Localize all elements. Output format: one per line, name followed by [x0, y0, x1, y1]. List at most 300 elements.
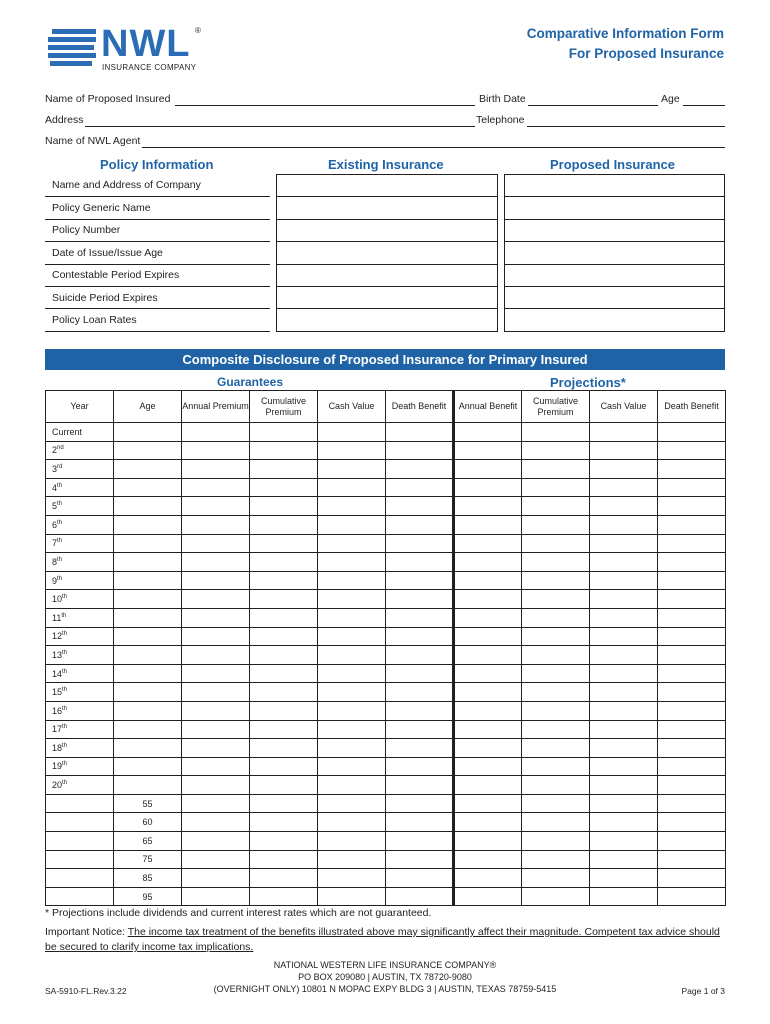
value-cell[interactable]: [590, 441, 658, 460]
year-suffix: nd: [57, 445, 64, 452]
value-cell[interactable]: [182, 441, 250, 460]
existing-insurance-cell[interactable]: [277, 197, 498, 219]
value-cell[interactable]: [386, 720, 454, 739]
value-cell[interactable]: [318, 441, 386, 460]
value-cell[interactable]: [250, 720, 318, 739]
value-cell[interactable]: [250, 478, 318, 497]
value-cell[interactable]: [454, 571, 522, 590]
value-cell[interactable]: [522, 887, 590, 906]
value-cell[interactable]: [658, 832, 726, 851]
proposed-insurance-cell[interactable]: [504, 197, 725, 219]
proposed-insurance-cell[interactable]: [504, 175, 725, 197]
value-cell[interactable]: [318, 646, 386, 665]
value-cell[interactable]: [318, 794, 386, 813]
value-cell[interactable]: [590, 757, 658, 776]
value-cell[interactable]: [182, 757, 250, 776]
existing-insurance-cell[interactable]: [277, 242, 498, 264]
value-cell[interactable]: [454, 739, 522, 758]
year-number: 15: [52, 687, 63, 698]
age-cell[interactable]: [114, 571, 182, 590]
value-cell[interactable]: [182, 423, 250, 442]
value-cell[interactable]: [658, 423, 726, 442]
value-cell[interactable]: [182, 701, 250, 720]
value-cell[interactable]: [386, 627, 454, 646]
value-cell[interactable]: [658, 794, 726, 813]
value-cell[interactable]: [658, 757, 726, 776]
value-cell[interactable]: [250, 515, 318, 534]
value-cell[interactable]: [386, 497, 454, 516]
value-cell[interactable]: [386, 553, 454, 572]
value-cell[interactable]: [318, 608, 386, 627]
value-cell[interactable]: [386, 757, 454, 776]
value-cell[interactable]: [182, 664, 250, 683]
value-cell[interactable]: [658, 460, 726, 479]
column-header: Cash Value: [590, 391, 658, 423]
value-cell[interactable]: [658, 664, 726, 683]
value-cell[interactable]: [250, 590, 318, 609]
column-header: Death Benefit: [386, 391, 454, 423]
agent-field[interactable]: [142, 147, 725, 148]
value-cell[interactable]: [182, 460, 250, 479]
value-cell[interactable]: [182, 850, 250, 869]
age-cell[interactable]: [114, 553, 182, 572]
value-cell[interactable]: [250, 553, 318, 572]
value-cell[interactable]: [590, 627, 658, 646]
year-cell: [46, 590, 114, 609]
existing-insurance-cell[interactable]: [277, 309, 498, 331]
age-cell[interactable]: [114, 478, 182, 497]
policy-info-heading: Policy Information: [100, 157, 214, 172]
age-cell[interactable]: [114, 497, 182, 516]
value-cell[interactable]: [658, 497, 726, 516]
value-cell[interactable]: [386, 441, 454, 460]
value-cell[interactable]: [454, 701, 522, 720]
projections-heading: Projections*: [550, 375, 626, 390]
value-cell[interactable]: [658, 553, 726, 572]
year-cell: [46, 794, 114, 813]
value-cell[interactable]: [590, 869, 658, 888]
age-cell[interactable]: [114, 627, 182, 646]
agent-label: Name of NWL Agent: [45, 135, 141, 147]
value-cell[interactable]: [318, 869, 386, 888]
year-number: 5: [52, 501, 58, 512]
policy-row-label: Suicide Period Expires: [45, 286, 270, 308]
age-cell[interactable]: [114, 739, 182, 758]
value-cell[interactable]: [250, 683, 318, 702]
value-cell[interactable]: [250, 739, 318, 758]
value-cell[interactable]: [318, 553, 386, 572]
value-cell[interactable]: [250, 608, 318, 627]
value-cell[interactable]: [658, 646, 726, 665]
value-cell[interactable]: [522, 794, 590, 813]
existing-insurance-cell[interactable]: [277, 175, 498, 197]
value-cell[interactable]: [250, 571, 318, 590]
value-cell[interactable]: [318, 887, 386, 906]
value-cell[interactable]: [182, 720, 250, 739]
value-cell[interactable]: [182, 683, 250, 702]
policy-row-label: Date of Issue/Issue Age: [45, 242, 270, 264]
value-cell[interactable]: [250, 701, 318, 720]
value-cell[interactable]: [386, 739, 454, 758]
year-suffix: th: [62, 687, 68, 694]
disclosure-row: [46, 720, 726, 739]
value-cell[interactable]: [250, 776, 318, 795]
birth-date-field[interactable]: [528, 105, 658, 106]
value-cell[interactable]: [590, 683, 658, 702]
value-cell[interactable]: [590, 664, 658, 683]
value-cell[interactable]: [590, 460, 658, 479]
age-cell[interactable]: [114, 701, 182, 720]
value-cell[interactable]: [590, 515, 658, 534]
proposed-insurance-cell[interactable]: [504, 219, 725, 241]
value-cell[interactable]: [522, 515, 590, 534]
value-cell[interactable]: [318, 515, 386, 534]
value-cell[interactable]: [318, 497, 386, 516]
year-suffix: th: [62, 705, 68, 712]
disclosure-row: [46, 832, 726, 851]
existing-insurance-cell[interactable]: [277, 219, 498, 241]
value-cell[interactable]: [522, 869, 590, 888]
value-cell[interactable]: [386, 646, 454, 665]
value-cell[interactable]: [590, 850, 658, 869]
value-cell[interactable]: [658, 534, 726, 553]
value-cell[interactable]: [590, 813, 658, 832]
value-cell[interactable]: [590, 608, 658, 627]
year-suffix: th: [61, 612, 67, 619]
age-cell[interactable]: [114, 664, 182, 683]
value-cell[interactable]: [590, 701, 658, 720]
value-cell[interactable]: [454, 590, 522, 609]
value-cell[interactable]: [386, 701, 454, 720]
value-cell[interactable]: [386, 794, 454, 813]
existing-insurance-cell[interactable]: [277, 286, 498, 308]
value-cell[interactable]: [454, 646, 522, 665]
year-cell: [46, 515, 114, 534]
age-cell[interactable]: [114, 534, 182, 553]
column-header: Cumulative Premium: [250, 391, 318, 423]
value-cell[interactable]: [318, 423, 386, 442]
value-cell[interactable]: [454, 757, 522, 776]
value-cell[interactable]: [454, 553, 522, 572]
value-cell[interactable]: [658, 627, 726, 646]
value-cell[interactable]: [454, 683, 522, 702]
value-cell[interactable]: [386, 832, 454, 851]
value-cell[interactable]: [590, 534, 658, 553]
value-cell[interactable]: [658, 776, 726, 795]
value-cell[interactable]: [454, 887, 522, 906]
disclosure-row: [46, 534, 726, 553]
policy-row-label: Contestable Period Expires: [45, 264, 270, 286]
year-number: 12: [52, 631, 63, 642]
value-cell[interactable]: [318, 776, 386, 795]
value-cell[interactable]: [522, 608, 590, 627]
value-cell[interactable]: [318, 832, 386, 851]
year-suffix: th: [62, 780, 68, 787]
value-cell[interactable]: [182, 534, 250, 553]
address-field[interactable]: [85, 126, 475, 127]
year-number: 11: [52, 612, 62, 623]
value-cell[interactable]: [250, 850, 318, 869]
value-cell[interactable]: [454, 423, 522, 442]
value-cell[interactable]: [318, 460, 386, 479]
value-cell[interactable]: [522, 720, 590, 739]
value-cell[interactable]: [182, 497, 250, 516]
value-cell[interactable]: [318, 683, 386, 702]
disclosure-row: [46, 646, 726, 665]
year-number: 20: [52, 780, 63, 791]
value-cell[interactable]: [454, 497, 522, 516]
value-cell[interactable]: [182, 887, 250, 906]
disclosure-row: [46, 664, 726, 683]
value-cell[interactable]: [522, 646, 590, 665]
value-cell[interactable]: [318, 813, 386, 832]
logo-stripes-icon: [48, 29, 96, 69]
value-cell[interactable]: [386, 869, 454, 888]
value-cell[interactable]: [386, 515, 454, 534]
age-cell[interactable]: [114, 776, 182, 795]
age-cell[interactable]: [114, 683, 182, 702]
value-cell[interactable]: [658, 590, 726, 609]
telephone-field[interactable]: [527, 126, 725, 127]
value-cell[interactable]: [182, 739, 250, 758]
year-cell: [46, 757, 114, 776]
value-cell[interactable]: [658, 813, 726, 832]
value-cell[interactable]: [250, 664, 318, 683]
value-cell[interactable]: [454, 776, 522, 795]
value-cell[interactable]: [250, 832, 318, 851]
year-cell: [46, 664, 114, 683]
value-cell[interactable]: [454, 627, 522, 646]
age-cell[interactable]: [114, 460, 182, 479]
value-cell[interactable]: [590, 423, 658, 442]
value-cell[interactable]: [318, 534, 386, 553]
value-cell[interactable]: [522, 683, 590, 702]
disclosure-row: [46, 441, 726, 460]
year-suffix: th: [62, 742, 68, 749]
value-cell[interactable]: [658, 441, 726, 460]
year-suffix: th: [62, 668, 68, 675]
proposed-insurance-cell[interactable]: [504, 286, 725, 308]
value-cell[interactable]: [182, 627, 250, 646]
value-cell[interactable]: [522, 553, 590, 572]
value-cell[interactable]: [318, 757, 386, 776]
year-suffix: th: [62, 594, 68, 601]
value-cell[interactable]: [658, 701, 726, 720]
value-cell[interactable]: [386, 683, 454, 702]
value-cell[interactable]: [590, 478, 658, 497]
value-cell[interactable]: [454, 460, 522, 479]
value-cell[interactable]: [250, 794, 318, 813]
year-cell: [46, 441, 114, 460]
value-cell[interactable]: [658, 887, 726, 906]
value-cell[interactable]: [182, 776, 250, 795]
value-cell[interactable]: [522, 478, 590, 497]
value-cell[interactable]: [590, 887, 658, 906]
policy-row: [45, 264, 725, 286]
value-cell[interactable]: [250, 869, 318, 888]
value-cell[interactable]: [658, 571, 726, 590]
value-cell[interactable]: [318, 739, 386, 758]
age-cell[interactable]: [114, 720, 182, 739]
value-cell[interactable]: [522, 590, 590, 609]
value-cell[interactable]: [318, 664, 386, 683]
value-cell[interactable]: [318, 590, 386, 609]
value-cell[interactable]: [590, 571, 658, 590]
value-cell[interactable]: [590, 720, 658, 739]
age-cell[interactable]: [114, 608, 182, 627]
age-cell[interactable]: [114, 441, 182, 460]
disclosure-banner: Composite Disclosure of Proposed Insurance for Primary Insured: [45, 349, 725, 370]
value-cell[interactable]: [454, 794, 522, 813]
value-cell[interactable]: [590, 794, 658, 813]
value-cell[interactable]: [182, 478, 250, 497]
value-cell[interactable]: [318, 701, 386, 720]
value-cell[interactable]: [590, 553, 658, 572]
year-suffix: rd: [57, 463, 63, 470]
age-cell[interactable]: [114, 757, 182, 776]
value-cell[interactable]: [522, 441, 590, 460]
disclosure-row: [46, 757, 726, 776]
value-cell[interactable]: [182, 608, 250, 627]
value-cell[interactable]: [522, 776, 590, 795]
value-cell[interactable]: [454, 441, 522, 460]
proposed-insurance-cell[interactable]: [504, 242, 725, 264]
value-cell[interactable]: [386, 478, 454, 497]
value-cell[interactable]: [658, 683, 726, 702]
value-cell[interactable]: [658, 739, 726, 758]
value-cell[interactable]: [454, 664, 522, 683]
value-cell[interactable]: [386, 534, 454, 553]
value-cell[interactable]: [318, 627, 386, 646]
value-cell[interactable]: [386, 590, 454, 609]
value-cell[interactable]: [182, 590, 250, 609]
value-cell[interactable]: [250, 534, 318, 553]
year-cell: [46, 627, 114, 646]
value-cell[interactable]: [386, 887, 454, 906]
value-cell[interactable]: [182, 794, 250, 813]
value-cell[interactable]: [454, 869, 522, 888]
value-cell[interactable]: [386, 608, 454, 627]
value-cell[interactable]: [522, 850, 590, 869]
value-cell[interactable]: [522, 534, 590, 553]
value-cell[interactable]: [658, 869, 726, 888]
existing-insurance-cell[interactable]: [277, 264, 498, 286]
value-cell[interactable]: [250, 423, 318, 442]
proposed-insurance-cell[interactable]: [504, 264, 725, 286]
year-suffix: th: [57, 538, 63, 545]
year-cell: [46, 534, 114, 553]
value-cell[interactable]: [318, 850, 386, 869]
age-cell[interactable]: [114, 515, 182, 534]
value-cell[interactable]: [454, 832, 522, 851]
value-cell[interactable]: [522, 664, 590, 683]
value-cell[interactable]: [182, 646, 250, 665]
disclosure-row: [46, 590, 726, 609]
value-cell[interactable]: [522, 497, 590, 516]
value-cell[interactable]: [522, 832, 590, 851]
value-cell[interactable]: [318, 571, 386, 590]
value-cell[interactable]: [522, 423, 590, 442]
value-cell[interactable]: [454, 478, 522, 497]
value-cell[interactable]: [250, 646, 318, 665]
age-cell[interactable]: [114, 423, 182, 442]
value-cell[interactable]: [522, 571, 590, 590]
policy-row-label: Policy Generic Name: [45, 197, 270, 219]
insured-label: Name of Proposed Insured: [45, 93, 171, 105]
value-cell[interactable]: [522, 627, 590, 646]
proposed-insurance-cell[interactable]: [504, 309, 725, 331]
value-cell[interactable]: [522, 813, 590, 832]
value-cell[interactable]: [386, 850, 454, 869]
logo-wordmark: NWL: [101, 23, 191, 65]
value-cell[interactable]: [182, 869, 250, 888]
age-cell[interactable]: [114, 646, 182, 665]
value-cell[interactable]: [454, 608, 522, 627]
value-cell[interactable]: [386, 776, 454, 795]
value-cell[interactable]: [454, 534, 522, 553]
age-field[interactable]: [683, 105, 725, 106]
year-number: 10: [52, 594, 63, 605]
value-cell[interactable]: [386, 571, 454, 590]
value-cell[interactable]: [250, 757, 318, 776]
value-cell[interactable]: [318, 720, 386, 739]
value-cell[interactable]: [386, 460, 454, 479]
value-cell[interactable]: [658, 515, 726, 534]
value-cell[interactable]: [522, 701, 590, 720]
value-cell[interactable]: [522, 757, 590, 776]
value-cell[interactable]: [250, 497, 318, 516]
value-cell[interactable]: [386, 813, 454, 832]
proposed-insurance-heading: Proposed Insurance: [550, 157, 675, 172]
value-cell[interactable]: [522, 739, 590, 758]
value-cell[interactable]: [454, 515, 522, 534]
value-cell[interactable]: [250, 887, 318, 906]
value-cell[interactable]: [590, 776, 658, 795]
policy-row-label: Policy Loan Rates: [45, 309, 270, 331]
disclosure-row: [46, 794, 726, 813]
value-cell[interactable]: [250, 441, 318, 460]
value-cell[interactable]: [658, 850, 726, 869]
value-cell[interactable]: [658, 608, 726, 627]
policy-row-label: Policy Number: [45, 219, 270, 241]
value-cell[interactable]: [590, 590, 658, 609]
value-cell[interactable]: [454, 720, 522, 739]
value-cell[interactable]: [522, 460, 590, 479]
value-cell[interactable]: [590, 832, 658, 851]
value-cell[interactable]: [182, 553, 250, 572]
value-cell[interactable]: [250, 627, 318, 646]
value-cell[interactable]: [590, 646, 658, 665]
value-cell[interactable]: [454, 813, 522, 832]
value-cell[interactable]: [386, 664, 454, 683]
value-cell[interactable]: [590, 739, 658, 758]
value-cell[interactable]: [182, 571, 250, 590]
value-cell[interactable]: [454, 850, 522, 869]
gap: [497, 219, 504, 241]
age-cell[interactable]: [114, 590, 182, 609]
value-cell[interactable]: [182, 832, 250, 851]
value-cell[interactable]: [386, 423, 454, 442]
value-cell[interactable]: [250, 460, 318, 479]
insured-field[interactable]: [175, 105, 475, 106]
value-cell[interactable]: [658, 720, 726, 739]
value-cell[interactable]: [590, 497, 658, 516]
value-cell[interactable]: [318, 478, 386, 497]
value-cell[interactable]: [250, 813, 318, 832]
value-cell[interactable]: [182, 515, 250, 534]
value-cell[interactable]: [658, 478, 726, 497]
value-cell[interactable]: [182, 813, 250, 832]
